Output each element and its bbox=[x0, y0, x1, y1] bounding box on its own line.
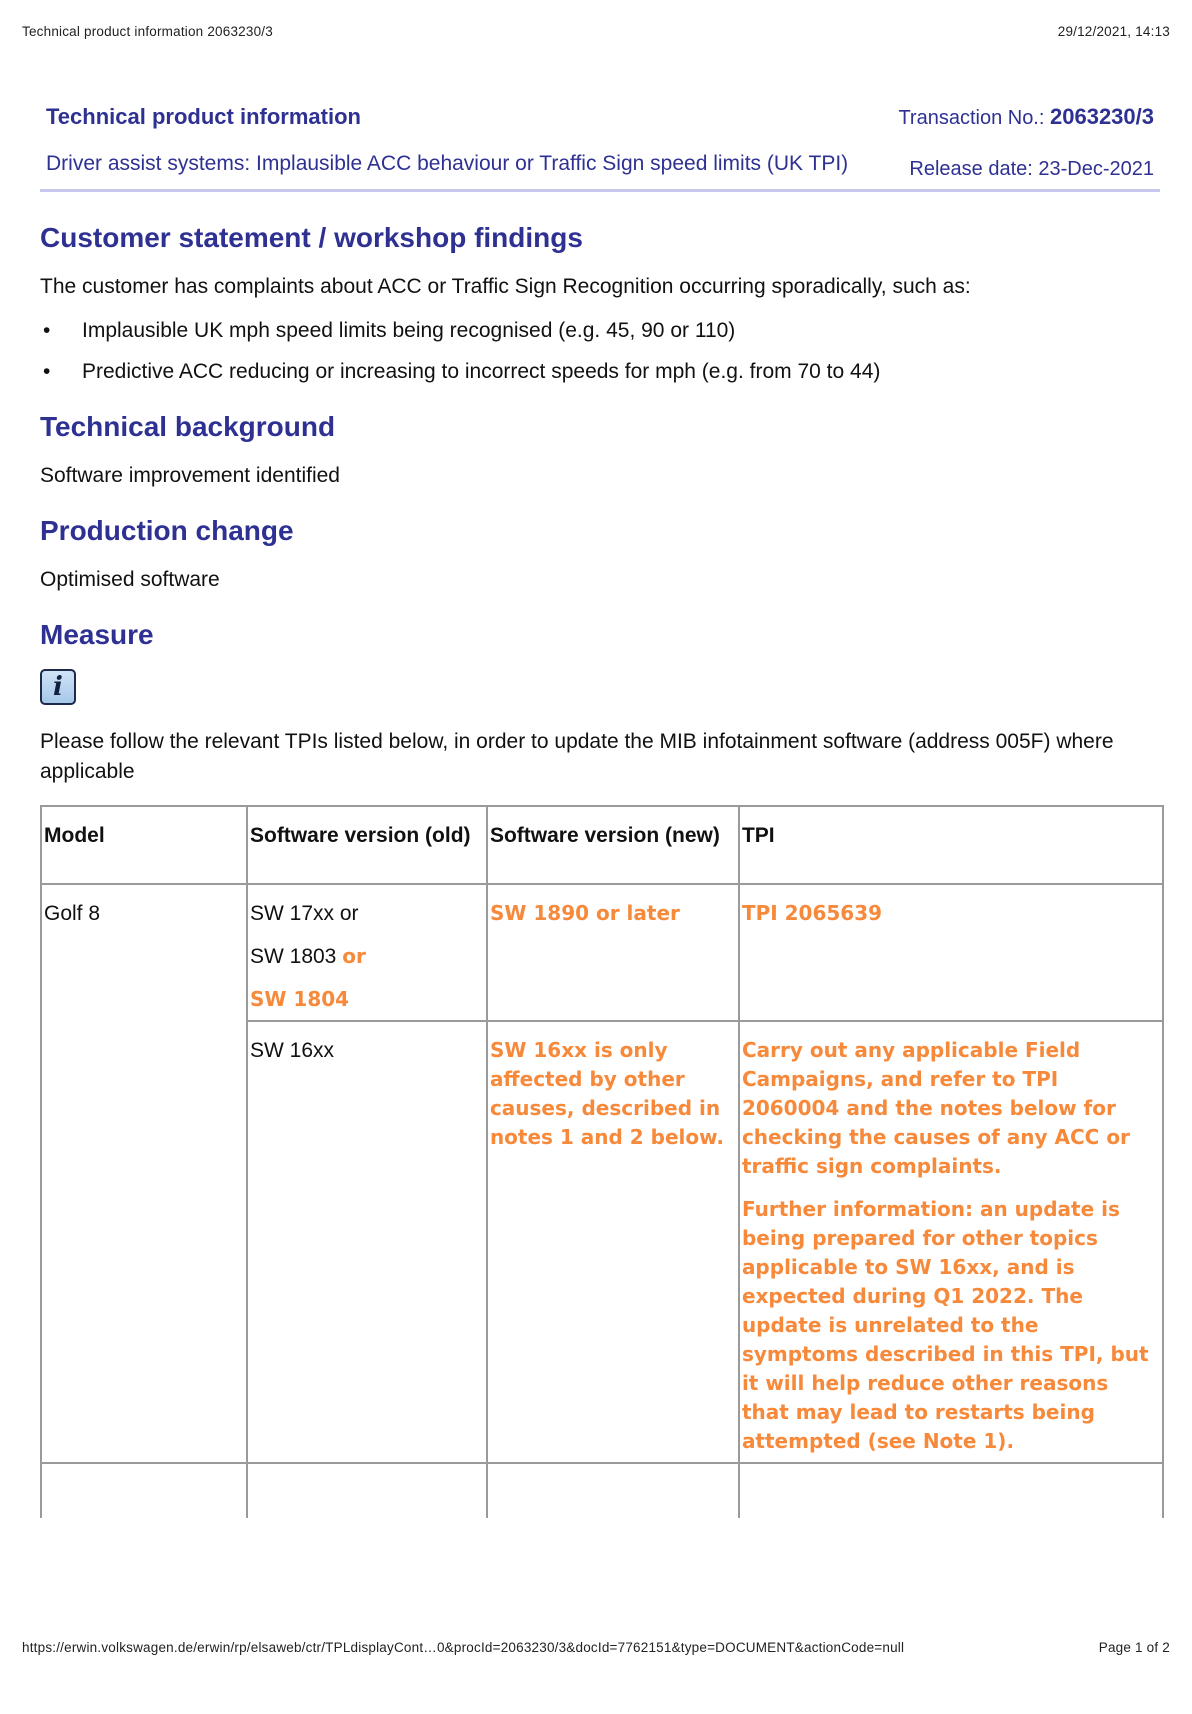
old-version-value: SW 16xx bbox=[249, 1039, 335, 1062]
old-version-highlight: SW 1804 bbox=[249, 987, 350, 1011]
empty-cell bbox=[247, 1463, 487, 1518]
old-version-line: SW 17xx or bbox=[249, 902, 359, 925]
doc-subject-row bbox=[40, 148, 1160, 181]
production-change-heading: Production change bbox=[40, 515, 294, 546]
measure-text: Please follow the relevant TPIs listed below, in order to update the MIB infotainment software (address 005F) where applicable bbox=[40, 730, 1114, 783]
column-header-model: Model bbox=[41, 806, 247, 884]
new-version-cell bbox=[487, 1021, 739, 1463]
print-header bbox=[22, 24, 1170, 39]
tpi-table bbox=[40, 805, 1164, 1518]
release-date bbox=[909, 158, 1160, 181]
info-icon: i bbox=[40, 669, 76, 705]
empty-cell bbox=[41, 1463, 247, 1518]
old-version-cell bbox=[247, 1021, 487, 1463]
column-header-old-version: Software version (old) bbox=[247, 806, 487, 884]
transaction-value: 2063230/3 bbox=[1050, 104, 1154, 129]
print-footer-url: https://erwin.volkswagen.de/erwin/rp/elsaweb/ctr/TPLdisplayCont…0&procId=2063230/3&docId=7762151&type=DOCUMENT&actionCode=null bbox=[22, 1640, 905, 1655]
technical-background-text: Software improvement identified bbox=[40, 464, 340, 487]
list-item-text: Predictive ACC reducing or increasing to incorrect speeds for mph (e.g. from 70 to 44) bbox=[82, 360, 881, 383]
tpi-instruction: Carry out any applicable Field Campaigns, and refer to TPI 2060004 and the notes below for checking the causes of any ACC or traffic sign complaints. bbox=[741, 1038, 1130, 1178]
model-cell bbox=[41, 884, 247, 1463]
release-label: Release date: bbox=[909, 158, 1033, 180]
print-header-title: Technical product information 2063230/3 bbox=[22, 24, 273, 39]
document-content bbox=[40, 100, 1160, 1518]
tpi-cell bbox=[739, 884, 1163, 1021]
doc-title: Technical product information bbox=[46, 104, 361, 129]
page-number: Page 1 of 2 bbox=[1098, 1640, 1170, 1655]
print-header-datetime: 29/12/2021, 14:13 bbox=[1057, 24, 1170, 39]
customer-statement-heading: Customer statement / workshop findings bbox=[40, 222, 583, 253]
empty-cell bbox=[487, 1463, 739, 1518]
list-item-text: Implausible UK mph speed limits being recognised (e.g. 45, 90 or 110) bbox=[82, 319, 736, 342]
customer-statement-intro: The customer has complaints about ACC or Traffic Sign Recognition occurring sporadically, such as: bbox=[40, 275, 971, 298]
table-header-row bbox=[41, 806, 1163, 884]
doc-subject: Driver assist systems: Implausible ACC behaviour or Traffic Sign speed limits (UK TPI) bbox=[46, 152, 849, 175]
measure-heading: Measure bbox=[40, 619, 154, 650]
old-version-cell bbox=[247, 884, 487, 1021]
list-item bbox=[40, 357, 1160, 387]
new-version-cell bbox=[487, 884, 739, 1021]
new-version-value: SW 1890 or later bbox=[489, 901, 680, 925]
model-value: Golf 8 bbox=[44, 902, 101, 925]
print-footer bbox=[22, 1640, 1170, 1655]
table-row bbox=[41, 1463, 1163, 1518]
table-row bbox=[41, 884, 1163, 1021]
tpi-cell bbox=[739, 1021, 1163, 1463]
technical-background-heading: Technical background bbox=[40, 411, 336, 442]
new-version-note: SW 16xx is only affected by other causes, described in notes 1 and 2 below. bbox=[489, 1038, 724, 1149]
transaction-label: Transaction No.: bbox=[898, 107, 1045, 129]
release-value: 23-Dec-2021 bbox=[1038, 158, 1154, 180]
transaction-number bbox=[898, 104, 1160, 130]
bullet-icon: • bbox=[43, 319, 51, 342]
bullet-icon: • bbox=[43, 360, 51, 383]
tpi-reference: TPI 2065639 bbox=[741, 901, 883, 925]
tpi-further-info: Further information: an update is being prepared for other topics applicable to SW 16xx, and is expected during Q1 2022. The update is unrelated to the symptoms described in this TPI, but it will help reduce other reasons that may lead to restarts being attempted (see Note 1). bbox=[741, 1197, 1149, 1453]
column-header-tpi: TPI bbox=[739, 806, 1163, 884]
empty-cell bbox=[739, 1463, 1163, 1518]
header-divider bbox=[40, 189, 1160, 192]
old-version-line bbox=[250, 942, 484, 971]
column-header-new-version: Software version (new) bbox=[487, 806, 739, 884]
complaint-list bbox=[40, 316, 1160, 387]
production-change-text: Optimised software bbox=[40, 568, 220, 591]
old-version-highlight: or bbox=[342, 944, 366, 968]
list-item bbox=[40, 316, 1160, 346]
old-version-text: SW 1803 bbox=[249, 945, 343, 968]
doc-header-row bbox=[40, 100, 1160, 130]
